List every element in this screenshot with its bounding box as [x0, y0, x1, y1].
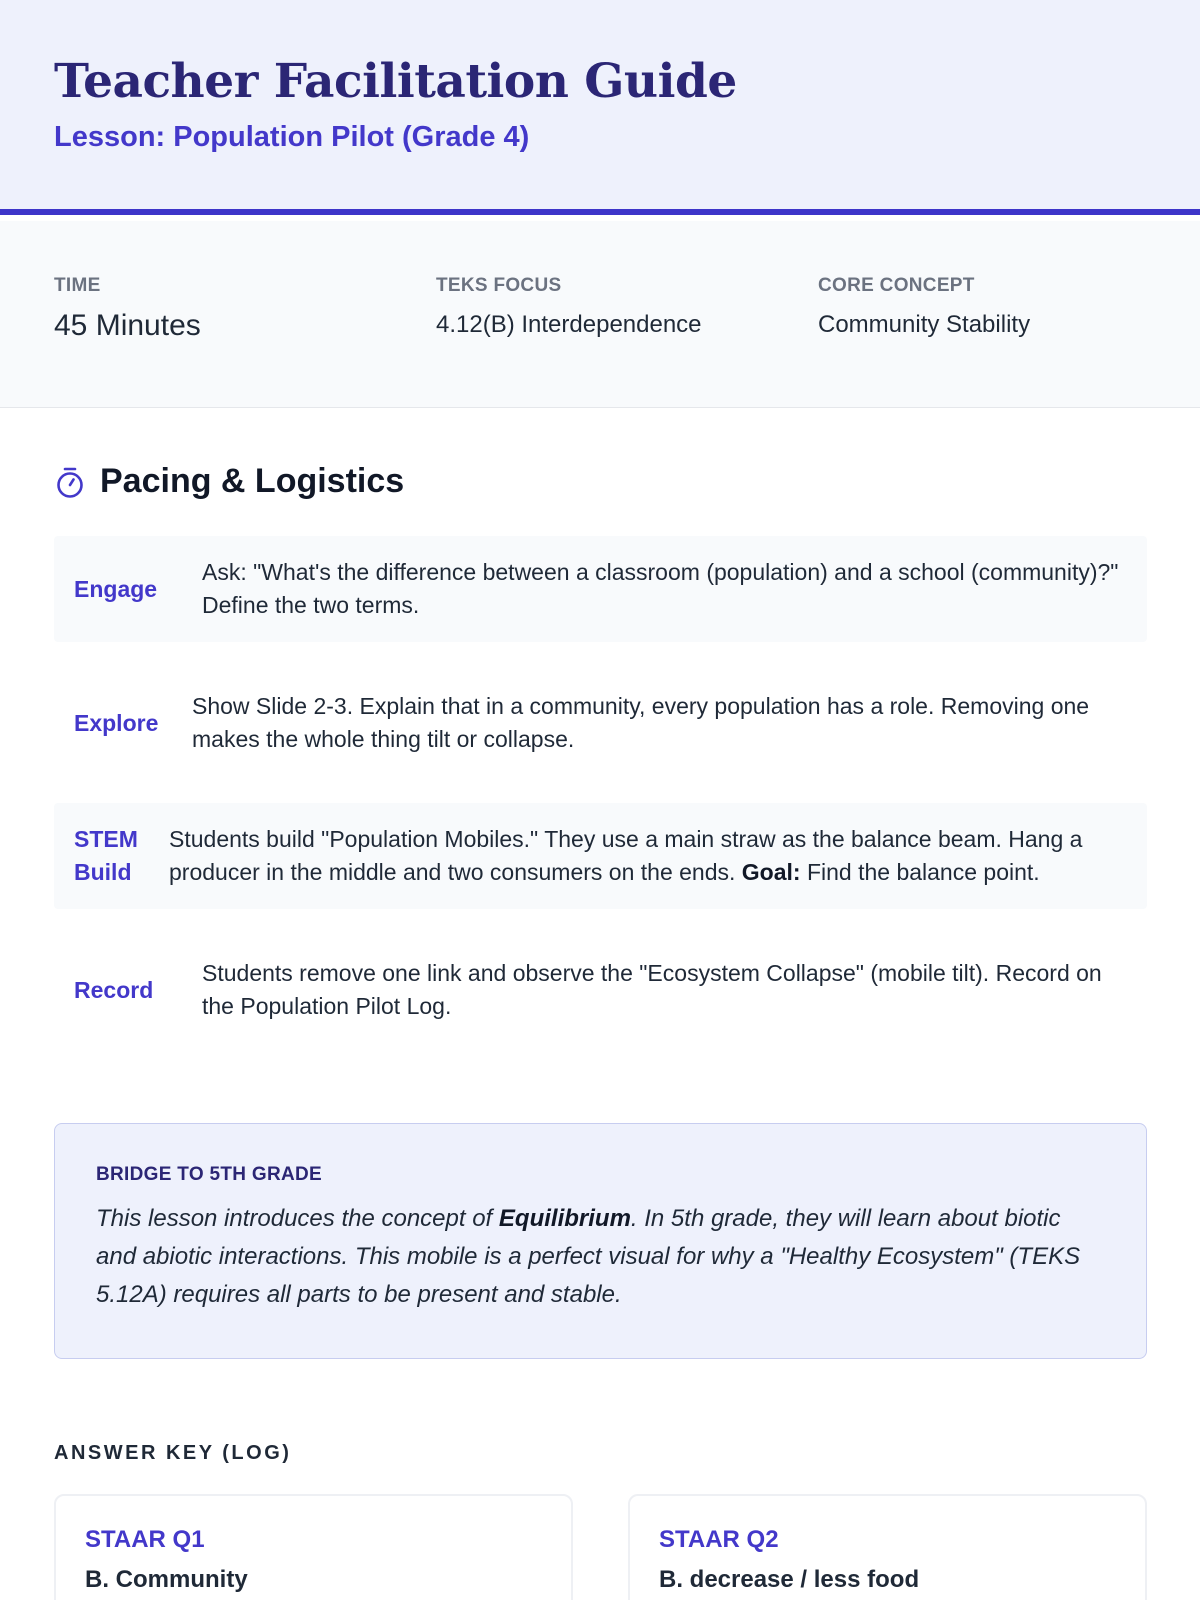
- answer-card-question: STAAR Q1: [85, 1526, 205, 1553]
- pacing-row-label: Engage: [74, 575, 158, 602]
- pacing-row-label: Record: [74, 976, 154, 1003]
- answer-card-question: STAAR Q2: [659, 1526, 779, 1553]
- meta-teks-label: TEKS FOCUS: [436, 275, 562, 296]
- pacing-row-record: [54, 937, 1147, 1043]
- answer-card-answer: B. decrease / less food: [659, 1566, 920, 1593]
- pacing-row-engage: [54, 536, 1147, 642]
- bridge-text-before: This lesson introduces the concept of: [96, 1205, 493, 1232]
- lesson-meta-bar: [0, 221, 1200, 408]
- pacing-section-header: [54, 462, 404, 501]
- answer-card-q1: [54, 1494, 573, 1600]
- pacing-row-label: [74, 823, 169, 889]
- meta-time-value: 45 Minutes: [54, 309, 201, 342]
- pacing-section-title: Pacing & Logistics: [100, 462, 405, 500]
- answer-card-answer: B. Community: [85, 1566, 248, 1593]
- pacing-row-text: Students remove one link and observe the "Ecosystem Collapse" (mobile tilt). Record on the Population Pilot Log.: [202, 960, 1102, 1019]
- page-title: Teacher Facilitation Guide: [54, 54, 737, 109]
- lesson-subtitle: Lesson: Population Pilot (Grade 4): [54, 121, 530, 153]
- meta-concept-value: Community Stability: [818, 311, 1031, 338]
- pacing-row-label: Explore: [74, 709, 159, 736]
- bridge-label: BRIDGE TO 5TH GRADE: [96, 1164, 322, 1185]
- goal-text: Find the balance point.: [806, 859, 1040, 885]
- pacing-row-explore: [54, 670, 1147, 776]
- bridge-callout: [54, 1123, 1147, 1359]
- meta-teks-value: 4.12(B) Interdependence: [436, 311, 702, 338]
- meta-concept: [818, 275, 1030, 339]
- pacing-row-text: Show Slide 2-3. Explain that in a community, every population has a role. Removing one makes the whole thing tilt or collapse.: [192, 693, 1090, 752]
- pacing-row-text: Ask: "What's the difference between a classroom (population) and a school (community)?" Define the two terms.: [202, 559, 1119, 618]
- answer-key-heading: ANSWER KEY (LOG): [54, 1442, 292, 1464]
- meta-time-label: TIME: [54, 275, 101, 296]
- bridge-text-bold: Equilibrium: [498, 1205, 631, 1232]
- meta-teks: [436, 275, 702, 339]
- meta-time: [54, 275, 201, 343]
- pacing-row-label-line1: STEM: [74, 826, 138, 852]
- pacing-row-label-line2: Build: [74, 859, 132, 885]
- bridge-text-after: . In 5th grade, they will learn about biotic and abiotic interactions. This mobile is a perfect visual for why a "Healthy Ecosystem" (TEKS 5.12A) requires all parts to be present and stable.: [96, 1205, 1081, 1308]
- goal-label: Goal:: [741, 859, 801, 885]
- pacing-row-stem-build: [54, 803, 1147, 909]
- meta-concept-label: CORE CONCEPT: [818, 275, 975, 296]
- pacing-row-text: [169, 823, 1127, 889]
- answer-card-q2: [628, 1494, 1147, 1600]
- pacing-row-text-main: Students build "Population Mobiles." They use a main straw as the balance beam. Hang a producer in the middle and two consumers on the ends.: [169, 826, 1083, 885]
- page-header: [0, 0, 1200, 215]
- stopwatch-icon: [54, 463, 86, 501]
- bridge-text: [96, 1200, 1105, 1314]
